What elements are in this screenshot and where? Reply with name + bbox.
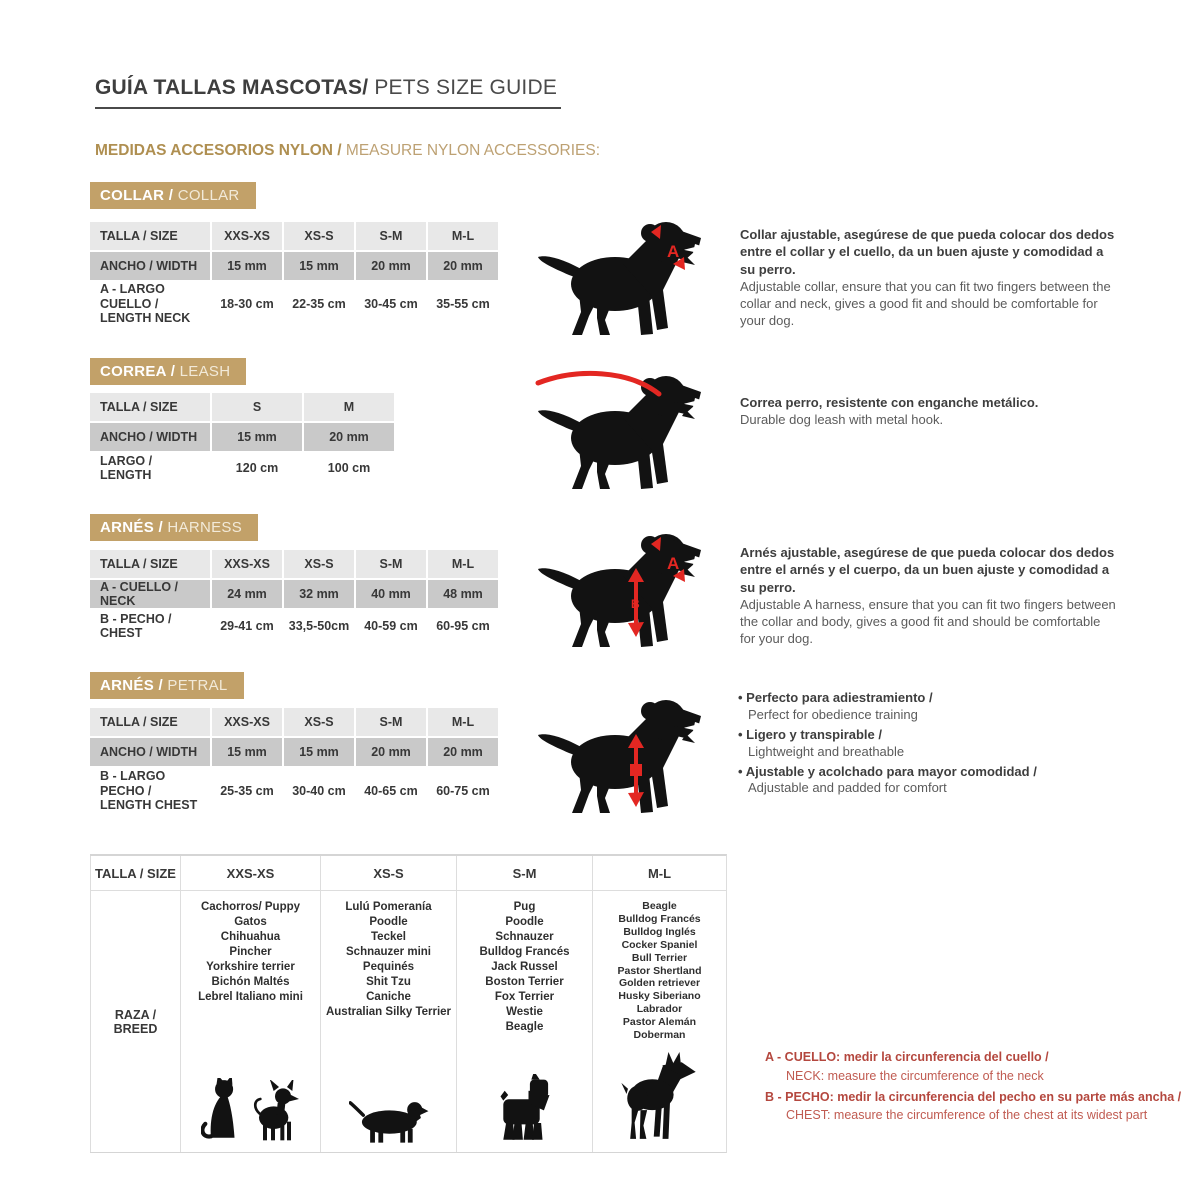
note-es: A - CUELLO: medir la circunferencia del cuello / bbox=[765, 1050, 1049, 1064]
size-col-header: S-M bbox=[356, 708, 426, 736]
breeds-cell-xs-s bbox=[320, 891, 456, 1152]
row-label: B - PECHO / CHEST bbox=[90, 610, 210, 642]
row-label: LARGO / LENGTH bbox=[90, 453, 210, 483]
feature-en: Perfect for obedience training bbox=[748, 706, 918, 722]
collar-section-badge bbox=[90, 182, 256, 209]
breed-list bbox=[617, 900, 701, 1042]
breed-item: Boston Terrier bbox=[485, 975, 564, 988]
badge-label-es: ARNÉS / bbox=[100, 677, 163, 694]
breed-item: Labrador bbox=[636, 1003, 683, 1016]
breed-item: Lulú Pomeranía bbox=[345, 901, 432, 913]
breed-list bbox=[326, 900, 451, 1020]
row-label: B - LARGO PECHO / LENGTH CHEST bbox=[90, 768, 210, 814]
breed-item: Doberman bbox=[633, 1029, 686, 1042]
table-cell: 30-45 cm bbox=[356, 282, 426, 326]
schnauzer-silhouette bbox=[493, 1074, 557, 1144]
feature-es: • Perfecto para adiestramiento / bbox=[738, 690, 1058, 707]
measurement-notes bbox=[765, 1048, 1185, 1127]
breeds-table bbox=[90, 854, 727, 1153]
badge-label-es: CORREA / bbox=[100, 363, 176, 380]
table-cell: 22-35 cm bbox=[284, 282, 354, 326]
description-en: Adjustable collar, ensure that you can fit two fingers between the collar and neck, gives a good fit and should be comfortable for your dog. bbox=[740, 278, 1111, 329]
row-label: ANCHO / WIDTH bbox=[90, 738, 210, 766]
table-cell: 100 cm bbox=[304, 453, 394, 483]
badge-label-en: PETRAL bbox=[167, 677, 228, 694]
badge-label-en: COLLAR bbox=[177, 187, 240, 204]
size-col-header: XXS-XS bbox=[212, 708, 282, 736]
breed-item: Shit Tzu bbox=[366, 975, 411, 988]
table-cell: 32 mm bbox=[284, 580, 354, 608]
breed-item: Bull Terrier bbox=[631, 951, 688, 964]
table-cell: 25-35 cm bbox=[212, 768, 282, 814]
marker-letter-a: A bbox=[667, 242, 680, 261]
size-col-header: M-L bbox=[592, 856, 726, 891]
marker-letter-b: B bbox=[631, 597, 640, 611]
marker-letter-b: B bbox=[633, 765, 640, 775]
table-cell: 18-30 cm bbox=[212, 282, 282, 326]
page-title-es: GUÍA TALLAS MASCOTAS/ bbox=[95, 76, 369, 99]
breed-list bbox=[479, 900, 569, 1034]
size-col-header: M-L bbox=[428, 222, 498, 250]
petral-dog-illustration bbox=[535, 690, 705, 820]
size-col-header: M-L bbox=[428, 708, 498, 736]
table-cell: 15 mm bbox=[284, 252, 354, 280]
leash-dog-illustration bbox=[535, 366, 705, 496]
breed-item: Beagle bbox=[642, 900, 677, 912]
breed-item: Bulldog Francés bbox=[618, 912, 701, 925]
note-en: NECK: measure the circumference of the neck bbox=[786, 1068, 1044, 1083]
table-cell: 20 mm bbox=[356, 252, 426, 280]
table-cell: 20 mm bbox=[356, 738, 426, 766]
breed-item: Bulldog Francés bbox=[479, 945, 570, 958]
table-cell: 30-40 cm bbox=[284, 768, 354, 814]
silhouette-group bbox=[493, 1068, 557, 1144]
description-es: Collar ajustable, asegúrese de que pueda colocar dos dedos entre el collar y el cuello, da un buen ajuste y comodidad a su perro. bbox=[740, 227, 1115, 277]
feature-es: • Ajustable y acolchado para mayor comodidad / bbox=[738, 764, 1058, 781]
badge-label-es: ARNÉS / bbox=[100, 519, 163, 536]
row-label: A - CUELLO / NECK bbox=[90, 580, 210, 608]
dachshund-silhouette bbox=[349, 1096, 429, 1144]
harness-section-badge bbox=[90, 514, 258, 541]
page-subtitle bbox=[95, 142, 600, 160]
size-col-header: M bbox=[304, 393, 394, 421]
petral-section-badge bbox=[90, 672, 244, 699]
badge-label-en: LEASH bbox=[179, 363, 231, 380]
table-cell: 20 mm bbox=[428, 738, 498, 766]
breed-item: Lebrel Italiano mini bbox=[198, 990, 303, 1003]
breed-item: Cocker Spaniel bbox=[621, 938, 698, 951]
collar-dog-illustration bbox=[535, 212, 705, 342]
table-cell: 48 mm bbox=[428, 580, 498, 608]
badge-label-en: HARNESS bbox=[167, 519, 243, 536]
breed-item: Schnauzer bbox=[495, 930, 554, 943]
breed-item: Pastor Shertland bbox=[617, 964, 702, 977]
row-label: RAZA / BREED bbox=[113, 1007, 158, 1036]
table-cell: 40-65 cm bbox=[356, 768, 426, 814]
row-label: A - LARGO CUELLO / LENGTH NECK bbox=[90, 282, 210, 326]
breed-item: Chihuahua bbox=[220, 930, 281, 943]
breed-list bbox=[198, 900, 303, 1005]
page-subtitle-en: MEASURE NYLON ACCESSORIES: bbox=[345, 142, 600, 159]
table-cell: 29-41 cm bbox=[212, 610, 282, 642]
size-col-header: XS-S bbox=[284, 708, 354, 736]
table-cell: 20 mm bbox=[304, 423, 394, 451]
harness-description bbox=[740, 544, 1118, 648]
table-cell: 60-95 cm bbox=[428, 610, 498, 642]
table-cell: 15 mm bbox=[212, 252, 282, 280]
breed-item: Westie bbox=[506, 1005, 543, 1018]
table-cell: 15 mm bbox=[212, 738, 282, 766]
table-cell: 120 cm bbox=[212, 453, 302, 483]
table-corner: TALLA / SIZE bbox=[90, 708, 210, 736]
table-corner: TALLA / SIZE bbox=[90, 856, 180, 891]
silhouette-group bbox=[201, 1072, 301, 1144]
row-label: ANCHO / WIDTH bbox=[90, 423, 210, 451]
page-subtitle-es: MEDIDAS ACCESORIOS NYLON / bbox=[95, 142, 342, 159]
breed-item: Pug bbox=[513, 901, 536, 913]
description-es: Arnés ajustable, asegúrese de que pueda colocar dos dedos entre el arnés y el cuerpo, da un buen ajuste y comodidad a su perro. bbox=[740, 545, 1115, 595]
breed-item: Schnauzer mini bbox=[346, 945, 431, 958]
size-col-header: S-M bbox=[356, 550, 426, 578]
harness-size-table bbox=[90, 550, 498, 642]
description-es: Correa perro, resistente con enganche metálico. bbox=[740, 395, 1039, 410]
collar-description bbox=[740, 226, 1118, 330]
breed-item: Husky Siberiano bbox=[618, 990, 701, 1003]
breed-item: Gatos bbox=[234, 915, 267, 928]
breeds-cell-m-l bbox=[592, 891, 726, 1152]
leash-section-badge bbox=[90, 358, 246, 385]
size-col-header: S bbox=[212, 393, 302, 421]
table-cell: 35-55 cm bbox=[428, 282, 498, 326]
harness-dog-illustration bbox=[535, 524, 705, 654]
breeds-cell-s-m bbox=[456, 891, 592, 1152]
size-col-header: S-M bbox=[456, 856, 592, 891]
size-col-header: XS-S bbox=[284, 550, 354, 578]
breed-item: Bichón Maltés bbox=[211, 975, 290, 988]
silhouette-group bbox=[349, 1090, 429, 1144]
breed-item: Teckel bbox=[371, 930, 406, 943]
breeds-cell-xxs-xs bbox=[180, 891, 320, 1152]
row-label: ANCHO / WIDTH bbox=[90, 252, 210, 280]
feature-es: • Ligero y transpirable / bbox=[738, 727, 1058, 744]
table-corner: TALLA / SIZE bbox=[90, 393, 210, 421]
table-corner: TALLA / SIZE bbox=[90, 550, 210, 578]
page-title bbox=[95, 76, 561, 109]
breed-item: Bulldog Inglés bbox=[623, 925, 696, 938]
breed-item: Poodle bbox=[505, 915, 544, 928]
size-col-header: S-M bbox=[356, 222, 426, 250]
size-col-header: XS-S bbox=[284, 222, 354, 250]
breed-item: Fox Terrier bbox=[494, 990, 555, 1003]
table-cell: 40-59 cm bbox=[356, 610, 426, 642]
breed-item: Golden retriever bbox=[618, 977, 701, 990]
marker-letter-a: A bbox=[667, 554, 680, 573]
breed-item: Yorkshire terrier bbox=[206, 960, 295, 973]
description-en: Durable dog leash with metal hook. bbox=[740, 412, 944, 428]
table-cell: 15 mm bbox=[284, 738, 354, 766]
table-cell: 24 mm bbox=[212, 580, 282, 608]
feature-en: Lightweight and breathable bbox=[748, 743, 905, 759]
petral-feature-list bbox=[738, 690, 1058, 800]
collar-size-table bbox=[90, 222, 498, 326]
description-en: Adjustable A harness, ensure that you can fit two fingers between the collar and body, gives a good fit and should be comfortable for your dog. bbox=[740, 596, 1116, 647]
breed-item: Pequinés bbox=[362, 960, 415, 973]
table-cell: 40 mm bbox=[356, 580, 426, 608]
cat-silhouette bbox=[201, 1078, 243, 1144]
leash-description bbox=[740, 394, 1118, 429]
breed-item: Pincher bbox=[229, 945, 272, 958]
badge-label-es: COLLAR / bbox=[100, 187, 174, 204]
chihuahua-silhouette bbox=[251, 1080, 301, 1144]
table-cell: 33,5-50cm bbox=[284, 610, 354, 642]
breed-item: Beagle bbox=[505, 1020, 544, 1033]
petral-measure-marker bbox=[628, 734, 644, 807]
breed-item: Caniche bbox=[366, 990, 411, 1003]
table-cell: 20 mm bbox=[428, 252, 498, 280]
breed-item: Australian Silky Terrier bbox=[325, 1005, 452, 1018]
breeds-row-label bbox=[90, 891, 180, 1152]
note-es: B - PECHO: medir la circunferencia del pecho en su parte más ancha / bbox=[765, 1089, 1182, 1104]
breed-item: Cachorros/ Puppy bbox=[200, 901, 301, 913]
table-cell: 15 mm bbox=[212, 423, 302, 451]
feature-en: Adjustable and padded for comfort bbox=[748, 780, 947, 796]
breed-item: Poodle bbox=[369, 915, 408, 928]
silhouette-group bbox=[621, 1046, 699, 1144]
table-cell: 60-75 cm bbox=[428, 768, 498, 814]
petral-size-table bbox=[90, 708, 498, 814]
leash-size-table bbox=[90, 393, 394, 483]
table-corner: TALLA / SIZE bbox=[90, 222, 210, 250]
size-col-header: XXS-XS bbox=[212, 222, 282, 250]
breed-item: Pastor Alemán bbox=[622, 1016, 697, 1029]
size-col-header: XXS-XS bbox=[212, 550, 282, 578]
size-col-header: XXS-XS bbox=[180, 856, 320, 891]
note-en: CHEST: measure the circumference of the chest at its widest part bbox=[786, 1108, 1148, 1123]
page-title-en: PETS SIZE GUIDE bbox=[374, 76, 558, 99]
breed-item: Jack Russel bbox=[491, 960, 558, 973]
size-col-header: M-L bbox=[428, 550, 498, 578]
leash-line-marker bbox=[538, 373, 659, 394]
size-col-header: XS-S bbox=[320, 856, 456, 891]
doberman-silhouette bbox=[621, 1052, 699, 1144]
